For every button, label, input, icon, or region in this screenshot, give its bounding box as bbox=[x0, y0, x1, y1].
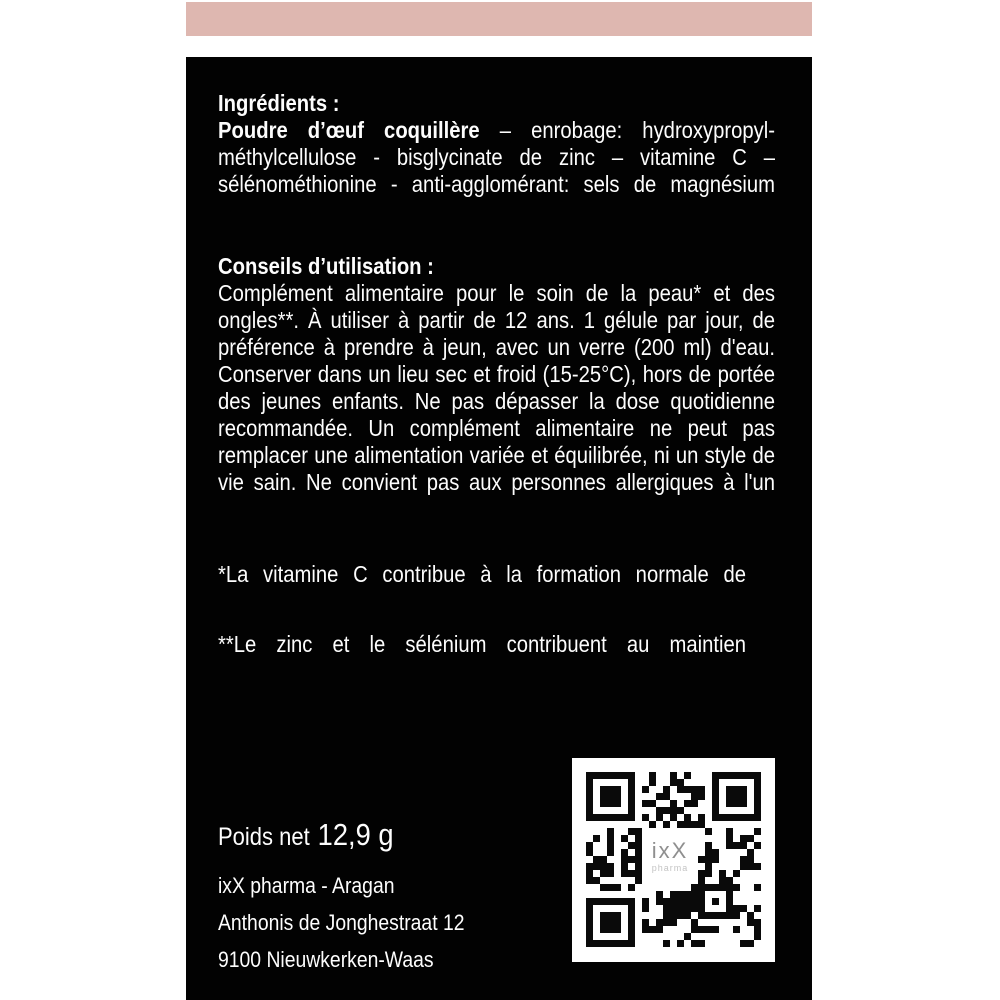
ingredients-bold-lead: Poudre d’œuf coquillère bbox=[218, 117, 480, 143]
city-line: 9100 Nieuwkerken-Waas bbox=[218, 947, 434, 972]
ingredients-rest: – enrobage: hydroxypropyl-méthylcellulose - bisglycinate de zinc – vitamine C – sélénométhionine - anti-agglomérant: sels de magnésium bbox=[218, 117, 776, 197]
net-weight-value: 12,9 g bbox=[317, 817, 394, 852]
label-back-panel bbox=[186, 57, 812, 1000]
manufacturer-address bbox=[218, 867, 775, 978]
footnote-vitamin-c: *La vitamine C contribue à la formation normale de bbox=[218, 561, 746, 587]
ingredients-section bbox=[218, 90, 775, 198]
usage-text: Complément alimentaire pour le soin de la peau* et des ongles**. À utiliser à partir de 12 ans. 1 gélule par jour, de préférence à prendre à jeun, avec un verre (200 ml) d'eau. Conserver dans un lieu sec et froid (15-25°C), hors de portée des jeunes enfants. Ne pas dépasser la dose quotidienne recommandée. Un complément alimentaire ne peut pas remplacer une alimentation variée et équilibrée, ni un style de vie sain. Ne convient pas aux personnes allergiques à l'un bbox=[218, 280, 776, 495]
brand-color-strip bbox=[186, 2, 812, 36]
qr-logo-subtext: pharma bbox=[651, 862, 689, 873]
manufacturer-line: ixX pharma - Aragan bbox=[218, 873, 395, 898]
net-weight bbox=[218, 813, 775, 859]
usage-section bbox=[218, 253, 775, 496]
ingredients-text bbox=[218, 117, 775, 198]
ingredients-heading: Ingrédients : bbox=[218, 90, 340, 116]
qr-logo-text: ixX bbox=[651, 837, 689, 863]
street-line: Anthonis de Jonghestraat 12 bbox=[218, 910, 465, 935]
net-weight-label: Poids net bbox=[218, 823, 310, 851]
footnote-zinc-selenium: **Le zinc et le sélénium contribuent au maintien bbox=[218, 631, 746, 657]
usage-heading: Conseils d’utilisation : bbox=[218, 253, 434, 279]
